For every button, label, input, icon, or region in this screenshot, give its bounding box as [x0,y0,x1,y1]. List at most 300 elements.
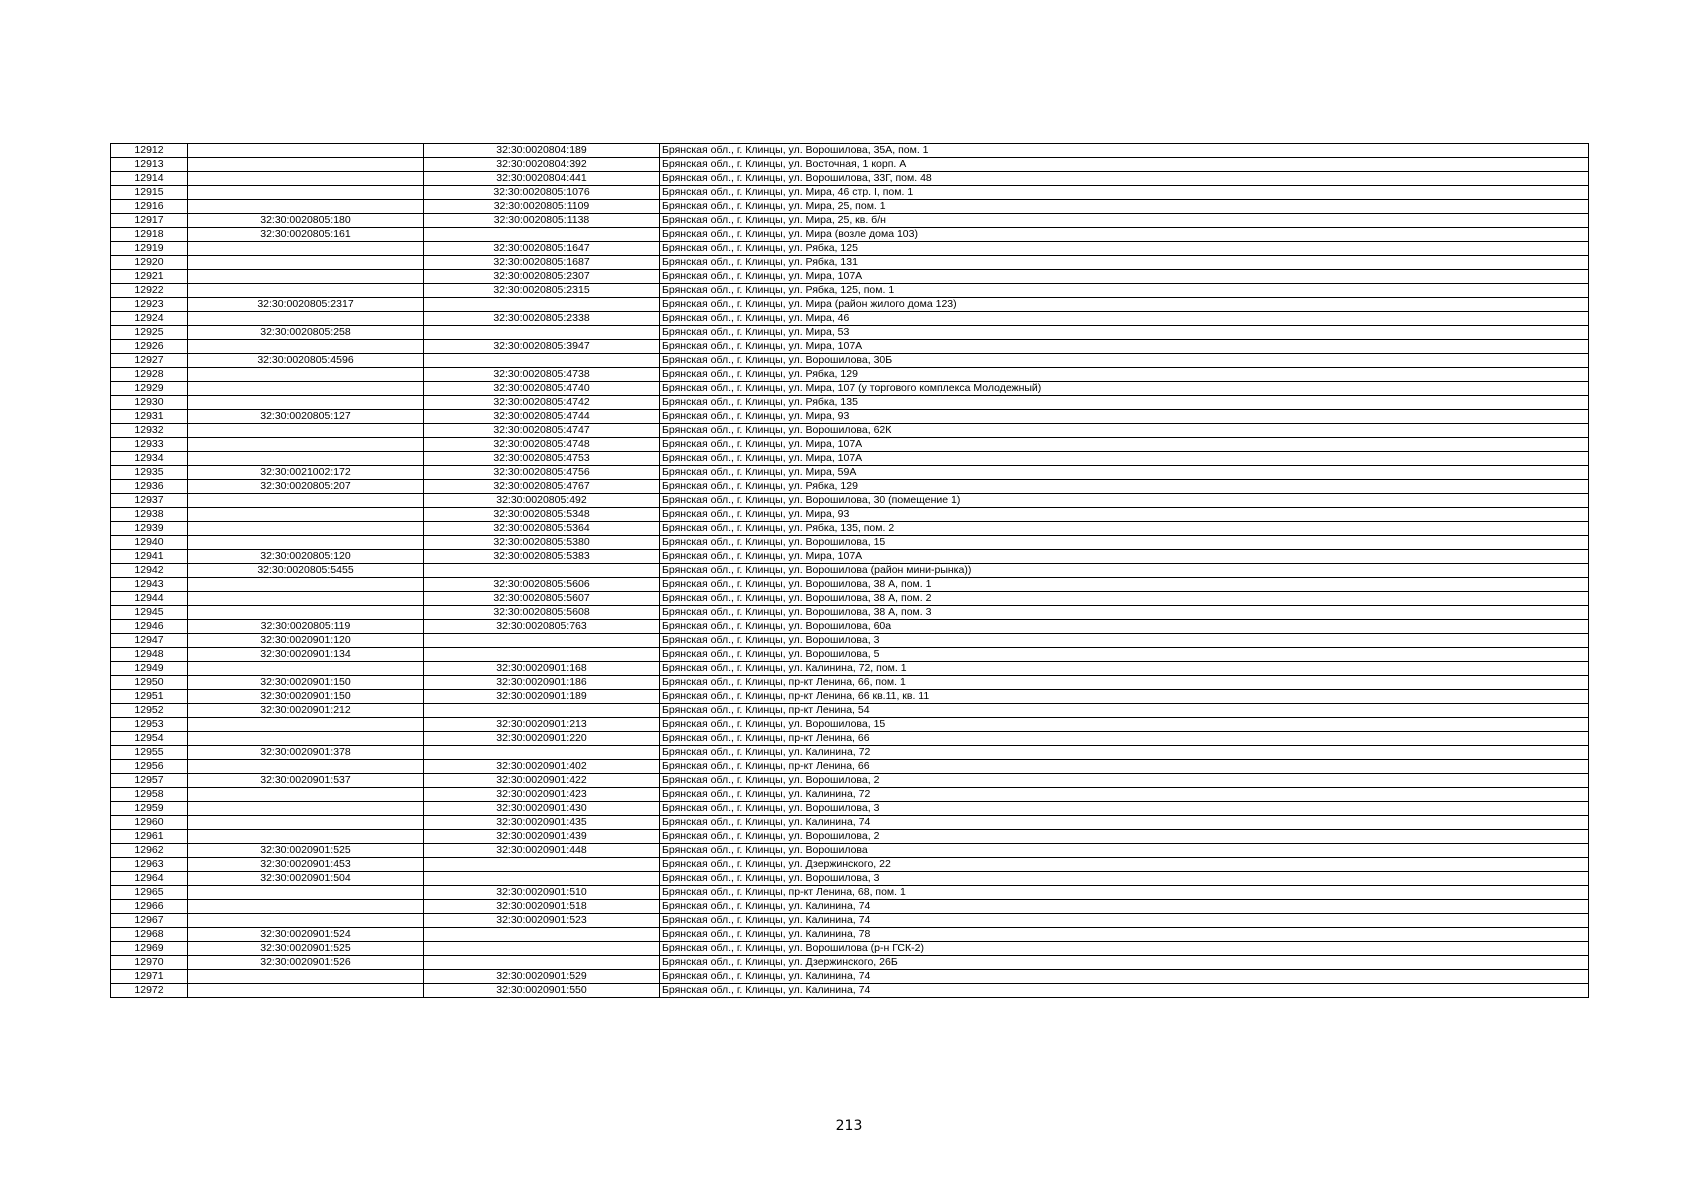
object-cadastral-number-cell [424,872,660,886]
row-number-cell: 12970 [111,956,188,970]
land-cadastral-number-cell: 32:30:0020901:150 [188,676,424,690]
object-cadastral-number-cell: 32:30:0020901:448 [424,844,660,858]
table-row [111,340,1589,354]
land-cadastral-number-cell: 32:30:0020805:120 [188,550,424,564]
row-number-cell: 12940 [111,536,188,550]
land-cadastral-number-cell [188,368,424,382]
table-row [111,550,1589,564]
row-number-cell: 12960 [111,816,188,830]
land-cadastral-number-cell: 32:30:0020805:258 [188,326,424,340]
table-row [111,424,1589,438]
row-number-cell: 12961 [111,830,188,844]
row-number-cell: 12927 [111,354,188,368]
object-cadastral-number-cell: 32:30:0020805:2315 [424,284,660,298]
address-cell: Брянская обл., г. Клинцы, пр-кт Ленина, 66 [660,732,1589,746]
address-cell: Брянская обл., г. Клинцы, пр-кт Ленина, 54 [660,704,1589,718]
table-row [111,508,1589,522]
object-cadastral-number-cell: 32:30:0020804:392 [424,158,660,172]
address-cell: Брянская обл., г. Клинцы, ул. Рябка, 135 [660,396,1589,410]
land-cadastral-number-cell [188,802,424,816]
address-cell: Брянская обл., г. Клинцы, ул. Калинина, 74 [660,816,1589,830]
land-cadastral-number-cell [188,340,424,354]
row-number-cell: 12954 [111,732,188,746]
land-cadastral-number-cell [188,172,424,186]
row-number-cell: 12936 [111,480,188,494]
address-cell: Брянская обл., г. Клинцы, ул. Ворошилова, 3 [660,872,1589,886]
address-cell: Брянская обл., г. Клинцы, ул. Мира, 93 [660,508,1589,522]
table-row [111,298,1589,312]
land-cadastral-number-cell [188,494,424,508]
land-cadastral-number-cell: 32:30:0021002:172 [188,466,424,480]
table-row [111,312,1589,326]
object-cadastral-number-cell: 32:30:0020901:423 [424,788,660,802]
land-cadastral-number-cell [188,200,424,214]
row-number-cell: 12915 [111,186,188,200]
address-cell: Брянская обл., г. Клинцы, ул. Ворошилова, 2 [660,830,1589,844]
address-cell: Брянская обл., г. Клинцы, ул. Рябка, 131 [660,256,1589,270]
object-cadastral-number-cell [424,298,660,312]
address-cell: Брянская обл., г. Клинцы, ул. Ворошилова (р-н ГСК-2) [660,942,1589,956]
table-row [111,606,1589,620]
object-cadastral-number-cell: 32:30:0020901:510 [424,886,660,900]
object-cadastral-number-cell: 32:30:0020805:4738 [424,368,660,382]
land-cadastral-number-cell [188,662,424,676]
table-row [111,774,1589,788]
object-cadastral-number-cell: 32:30:0020805:2338 [424,312,660,326]
table-row [111,200,1589,214]
land-cadastral-number-cell: 32:30:0020901:453 [188,858,424,872]
table-row [111,746,1589,760]
address-cell: Брянская обл., г. Клинцы, ул. Рябка, 129 [660,480,1589,494]
address-cell: Брянская обл., г. Клинцы, ул. Мира (район жилого дома 123) [660,298,1589,312]
row-number-cell: 12971 [111,970,188,984]
land-cadastral-number-cell [188,144,424,158]
address-cell: Брянская обл., г. Клинцы, ул. Ворошилова, 38 А, пом. 3 [660,606,1589,620]
object-cadastral-number-cell [424,956,660,970]
land-cadastral-number-cell: 32:30:0020805:180 [188,214,424,228]
land-cadastral-number-cell: 32:30:0020901:504 [188,872,424,886]
table-row [111,256,1589,270]
land-cadastral-number-cell [188,270,424,284]
object-cadastral-number-cell: 32:30:0020805:492 [424,494,660,508]
table-row [111,928,1589,942]
object-cadastral-number-cell: 32:30:0020805:5348 [424,508,660,522]
object-cadastral-number-cell: 32:30:0020805:5607 [424,592,660,606]
address-cell: Брянская обл., г. Клинцы, ул. Ворошилова [660,844,1589,858]
object-cadastral-number-cell: 32:30:0020805:1647 [424,242,660,256]
object-cadastral-number-cell: 32:30:0020805:4748 [424,438,660,452]
object-cadastral-number-cell [424,326,660,340]
table-row [111,480,1589,494]
object-cadastral-number-cell [424,942,660,956]
row-number-cell: 12946 [111,620,188,634]
row-number-cell: 12966 [111,900,188,914]
row-number-cell: 12939 [111,522,188,536]
row-number-cell: 12914 [111,172,188,186]
row-number-cell: 12925 [111,326,188,340]
table-row [111,438,1589,452]
land-cadastral-number-cell: 32:30:0020901:120 [188,634,424,648]
land-cadastral-number-cell [188,816,424,830]
address-cell: Брянская обл., г. Клинцы, ул. Мира, 107 (у торгового комплекса Молодежный) [660,382,1589,396]
object-cadastral-number-cell: 32:30:0020805:2307 [424,270,660,284]
table-row [111,452,1589,466]
land-cadastral-number-cell: 32:30:0020805:119 [188,620,424,634]
table-row [111,270,1589,284]
address-cell: Брянская обл., г. Клинцы, ул. Ворошилова, 60а [660,620,1589,634]
object-cadastral-number-cell: 32:30:0020901:220 [424,732,660,746]
address-cell: Брянская обл., г. Клинцы, ул. Рябка, 125, пом. 1 [660,284,1589,298]
table-row [111,816,1589,830]
row-number-cell: 12933 [111,438,188,452]
object-cadastral-number-cell: 32:30:0020805:5364 [424,522,660,536]
address-cell: Брянская обл., г. Клинцы, ул. Ворошилова, 38 А, пом. 2 [660,592,1589,606]
table-row [111,172,1589,186]
object-cadastral-number-cell: 32:30:0020901:186 [424,676,660,690]
land-cadastral-number-cell [188,284,424,298]
table-row [111,788,1589,802]
address-cell: Брянская обл., г. Клинцы, ул. Мира, 46 стр. I, пом. 1 [660,186,1589,200]
object-cadastral-number-cell: 32:30:0020805:4756 [424,466,660,480]
object-cadastral-number-cell: 32:30:0020901:550 [424,984,660,998]
object-cadastral-number-cell: 32:30:0020805:5606 [424,578,660,592]
object-cadastral-number-cell: 32:30:0020901:430 [424,802,660,816]
table-row [111,410,1589,424]
row-number-cell: 12949 [111,662,188,676]
address-cell: Брянская обл., г. Клинцы, ул. Калинина, 78 [660,928,1589,942]
address-cell: Брянская обл., г. Клинцы, ул. Мира, 93 [660,410,1589,424]
address-cell: Брянская обл., г. Клинцы, ул. Ворошилова, 38 А, пом. 1 [660,578,1589,592]
object-cadastral-number-cell: 32:30:0020901:523 [424,914,660,928]
address-cell: Брянская обл., г. Клинцы, ул. Калинина, 74 [660,970,1589,984]
row-number-cell: 12932 [111,424,188,438]
row-number-cell: 12964 [111,872,188,886]
row-number-cell: 12934 [111,452,188,466]
address-cell: Брянская обл., г. Клинцы, ул. Рябка, 125 [660,242,1589,256]
land-cadastral-number-cell [188,396,424,410]
table-row [111,956,1589,970]
table-row [111,186,1589,200]
row-number-cell: 12945 [111,606,188,620]
table-row [111,564,1589,578]
table-row [111,158,1589,172]
land-cadastral-number-cell [188,886,424,900]
table-row [111,676,1589,690]
address-cell: Брянская обл., г. Клинцы, ул. Ворошилова, 15 [660,536,1589,550]
row-number-cell: 12941 [111,550,188,564]
table-row [111,242,1589,256]
address-cell: Брянская обл., г. Клинцы, ул. Рябка, 135, пом. 2 [660,522,1589,536]
address-cell: Брянская обл., г. Клинцы, ул. Восточная, 1 корп. А [660,158,1589,172]
land-cadastral-number-cell: 32:30:0020901:525 [188,844,424,858]
row-number-cell: 12957 [111,774,188,788]
table-row [111,634,1589,648]
page-number: 213 [835,1118,863,1134]
address-cell: Брянская обл., г. Клинцы, ул. Калинина, 72, пом. 1 [660,662,1589,676]
table-row [111,368,1589,382]
land-cadastral-number-cell: 32:30:0020805:2317 [188,298,424,312]
object-cadastral-number-cell: 32:30:0020805:4740 [424,382,660,396]
address-cell: Брянская обл., г. Клинцы, ул. Мира, 107А [660,452,1589,466]
land-cadastral-number-cell: 32:30:0020901:378 [188,746,424,760]
object-cadastral-number-cell: 32:30:0020805:5608 [424,606,660,620]
land-cadastral-number-cell [188,760,424,774]
table-row [111,144,1589,158]
land-cadastral-number-cell [188,718,424,732]
address-cell: Брянская обл., г. Клинцы, ул. Ворошилова, 15 [660,718,1589,732]
row-number-cell: 12962 [111,844,188,858]
land-cadastral-number-cell [188,256,424,270]
row-number-cell: 12917 [111,214,188,228]
table-row [111,704,1589,718]
land-cadastral-number-cell [188,452,424,466]
row-number-cell: 12926 [111,340,188,354]
row-number-cell: 12913 [111,158,188,172]
address-cell: Брянская обл., г. Клинцы, пр-кт Ленина, 66, пом. 1 [660,676,1589,690]
row-number-cell: 12920 [111,256,188,270]
table-row [111,396,1589,410]
object-cadastral-number-cell: 32:30:0020805:1138 [424,214,660,228]
table-row [111,536,1589,550]
land-cadastral-number-cell [188,788,424,802]
table-row [111,830,1589,844]
table-row [111,578,1589,592]
object-cadastral-number-cell: 32:30:0020901:529 [424,970,660,984]
row-number-cell: 12958 [111,788,188,802]
address-cell: Брянская обл., г. Клинцы, ул. Ворошилова, 5 [660,648,1589,662]
object-cadastral-number-cell: 32:30:0020901:422 [424,774,660,788]
address-cell: Брянская обл., г. Клинцы, ул. Мира, 107А [660,550,1589,564]
address-cell: Брянская обл., г. Клинцы, ул. Мира (возле дома 103) [660,228,1589,242]
land-cadastral-number-cell [188,508,424,522]
object-cadastral-number-cell [424,564,660,578]
land-cadastral-number-cell: 32:30:0020901:524 [188,928,424,942]
object-cadastral-number-cell [424,746,660,760]
object-cadastral-number-cell: 32:30:0020805:763 [424,620,660,634]
row-number-cell: 12935 [111,466,188,480]
object-cadastral-number-cell: 32:30:0020901:435 [424,816,660,830]
registry-table [110,143,1589,998]
land-cadastral-number-cell: 32:30:0020901:526 [188,956,424,970]
address-cell: Брянская обл., г. Клинцы, ул. Ворошилова, 30Б [660,354,1589,368]
object-cadastral-number-cell: 32:30:0020805:4742 [424,396,660,410]
object-cadastral-number-cell: 32:30:0020805:4744 [424,410,660,424]
address-cell: Брянская обл., г. Клинцы, ул. Калинина, 74 [660,914,1589,928]
object-cadastral-number-cell: 32:30:0020805:4767 [424,480,660,494]
object-cadastral-number-cell: 32:30:0020901:439 [424,830,660,844]
address-cell: Брянская обл., г. Клинцы, ул. Мира, 46 [660,312,1589,326]
address-cell: Брянская обл., г. Клинцы, ул. Калинина, 72 [660,746,1589,760]
row-number-cell: 12943 [111,578,188,592]
address-cell: Брянская обл., г. Клинцы, ул. Дзержинского, 22 [660,858,1589,872]
object-cadastral-number-cell: 32:30:0020805:1076 [424,186,660,200]
table-row [111,382,1589,396]
table-row [111,494,1589,508]
table-row [111,284,1589,298]
table-row [111,522,1589,536]
address-cell: Брянская обл., г. Клинцы, ул. Ворошилова, 33Г, пом. 48 [660,172,1589,186]
table-row [111,228,1589,242]
row-number-cell: 12931 [111,410,188,424]
land-cadastral-number-cell: 32:30:0020805:161 [188,228,424,242]
object-cadastral-number-cell [424,928,660,942]
row-number-cell: 12950 [111,676,188,690]
row-number-cell: 12916 [111,200,188,214]
row-number-cell: 12924 [111,312,188,326]
land-cadastral-number-cell: 32:30:0020805:5455 [188,564,424,578]
object-cadastral-number-cell: 32:30:0020805:3947 [424,340,660,354]
table-row [111,690,1589,704]
land-cadastral-number-cell: 32:30:0020901:537 [188,774,424,788]
object-cadastral-number-cell: 32:30:0020805:5383 [424,550,660,564]
land-cadastral-number-cell [188,382,424,396]
row-number-cell: 12948 [111,648,188,662]
land-cadastral-number-cell [188,914,424,928]
address-cell: Брянская обл., г. Клинцы, ул. Ворошилова, 3 [660,634,1589,648]
row-number-cell: 12918 [111,228,188,242]
object-cadastral-number-cell: 32:30:0020901:213 [424,718,660,732]
row-number-cell: 12942 [111,564,188,578]
land-cadastral-number-cell [188,186,424,200]
object-cadastral-number-cell [424,354,660,368]
land-cadastral-number-cell: 32:30:0020901:134 [188,648,424,662]
row-number-cell: 12928 [111,368,188,382]
table-row [111,872,1589,886]
address-cell: Брянская обл., г. Клинцы, пр-кт Ленина, 66 [660,760,1589,774]
object-cadastral-number-cell: 32:30:0020805:1109 [424,200,660,214]
row-number-cell: 12953 [111,718,188,732]
address-cell: Брянская обл., г. Клинцы, ул. Ворошилова, 2 [660,774,1589,788]
object-cadastral-number-cell [424,634,660,648]
object-cadastral-number-cell: 32:30:0020901:189 [424,690,660,704]
object-cadastral-number-cell [424,228,660,242]
table-row [111,592,1589,606]
row-number-cell: 12955 [111,746,188,760]
row-number-cell: 12929 [111,382,188,396]
address-cell: Брянская обл., г. Клинцы, ул. Ворошилова (район мини-рынка)) [660,564,1589,578]
row-number-cell: 12921 [111,270,188,284]
object-cadastral-number-cell: 32:30:0020804:189 [424,144,660,158]
land-cadastral-number-cell [188,438,424,452]
land-cadastral-number-cell: 32:30:0020805:207 [188,480,424,494]
land-cadastral-number-cell: 32:30:0020901:150 [188,690,424,704]
address-cell: Брянская обл., г. Клинцы, ул. Мира, 25, пом. 1 [660,200,1589,214]
row-number-cell: 12968 [111,928,188,942]
address-cell: Брянская обл., г. Клинцы, ул. Ворошилова, 3 [660,802,1589,816]
object-cadastral-number-cell: 32:30:0020805:4747 [424,424,660,438]
table-row [111,900,1589,914]
address-cell: Брянская обл., г. Клинцы, ул. Ворошилова, 35А, пом. 1 [660,144,1589,158]
table-row [111,942,1589,956]
row-number-cell: 12959 [111,802,188,816]
table-row [111,914,1589,928]
table-row [111,886,1589,900]
address-cell: Брянская обл., г. Клинцы, ул. Мира, 107А [660,438,1589,452]
row-number-cell: 12952 [111,704,188,718]
table-row [111,802,1589,816]
row-number-cell: 12919 [111,242,188,256]
land-cadastral-number-cell [188,242,424,256]
land-cadastral-number-cell [188,606,424,620]
land-cadastral-number-cell [188,312,424,326]
address-cell: Брянская обл., г. Клинцы, ул. Мира, 107А [660,340,1589,354]
land-cadastral-number-cell: 32:30:0020805:127 [188,410,424,424]
row-number-cell: 12944 [111,592,188,606]
land-cadastral-number-cell [188,536,424,550]
row-number-cell: 12930 [111,396,188,410]
land-cadastral-number-cell [188,592,424,606]
object-cadastral-number-cell: 32:30:0020805:4753 [424,452,660,466]
table-row [111,620,1589,634]
land-cadastral-number-cell: 32:30:0020805:4596 [188,354,424,368]
address-cell: Брянская обл., г. Клинцы, ул. Мира, 107А [660,270,1589,284]
address-cell: Брянская обл., г. Клинцы, ул. Мира, 25, кв. б/н [660,214,1589,228]
row-number-cell: 12972 [111,984,188,998]
object-cadastral-number-cell [424,858,660,872]
object-cadastral-number-cell: 32:30:0020805:1687 [424,256,660,270]
address-cell: Брянская обл., г. Клинцы, ул. Калинина, 72 [660,788,1589,802]
row-number-cell: 12967 [111,914,188,928]
address-cell: Брянская обл., г. Клинцы, ул. Дзержинского, 26Б [660,956,1589,970]
row-number-cell: 12969 [111,942,188,956]
land-cadastral-number-cell: 32:30:0020901:212 [188,704,424,718]
row-number-cell: 12951 [111,690,188,704]
table-row [111,984,1589,998]
address-cell: Брянская обл., г. Клинцы, ул. Мира, 59А [660,466,1589,480]
address-cell: Брянская обл., г. Клинцы, ул. Калинина, 74 [660,984,1589,998]
address-cell: Брянская обл., г. Клинцы, ул. Рябка, 129 [660,368,1589,382]
land-cadastral-number-cell [188,158,424,172]
table-row [111,858,1589,872]
land-cadastral-number-cell [188,900,424,914]
table-row [111,214,1589,228]
table-row [111,760,1589,774]
object-cadastral-number-cell: 32:30:0020901:168 [424,662,660,676]
registry-table-body [111,144,1589,998]
row-number-cell: 12947 [111,634,188,648]
object-cadastral-number-cell: 32:30:0020901:402 [424,760,660,774]
address-cell: Брянская обл., г. Клинцы, ул. Мира, 53 [660,326,1589,340]
row-number-cell: 12923 [111,298,188,312]
land-cadastral-number-cell [188,578,424,592]
land-cadastral-number-cell [188,830,424,844]
table-row [111,326,1589,340]
object-cadastral-number-cell: 32:30:0020804:441 [424,172,660,186]
land-cadastral-number-cell: 32:30:0020901:525 [188,942,424,956]
table-row [111,970,1589,984]
table-row [111,844,1589,858]
object-cadastral-number-cell [424,648,660,662]
address-cell: Брянская обл., г. Клинцы, пр-кт Ленина, 66 кв.11, кв. 11 [660,690,1589,704]
address-cell: Брянская обл., г. Клинцы, ул. Ворошилова, 30 (помещение 1) [660,494,1589,508]
row-number-cell: 12956 [111,760,188,774]
land-cadastral-number-cell [188,522,424,536]
row-number-cell: 12963 [111,858,188,872]
table-row [111,718,1589,732]
row-number-cell: 12938 [111,508,188,522]
address-cell: Брянская обл., г. Клинцы, пр-кт Ленина, 68, пом. 1 [660,886,1589,900]
object-cadastral-number-cell [424,704,660,718]
land-cadastral-number-cell [188,970,424,984]
land-cadastral-number-cell [188,984,424,998]
row-number-cell: 12937 [111,494,188,508]
row-number-cell: 12912 [111,144,188,158]
row-number-cell: 12922 [111,284,188,298]
row-number-cell: 12965 [111,886,188,900]
address-cell: Брянская обл., г. Клинцы, ул. Ворошилова, 62К [660,424,1589,438]
land-cadastral-number-cell [188,424,424,438]
table-row [111,732,1589,746]
